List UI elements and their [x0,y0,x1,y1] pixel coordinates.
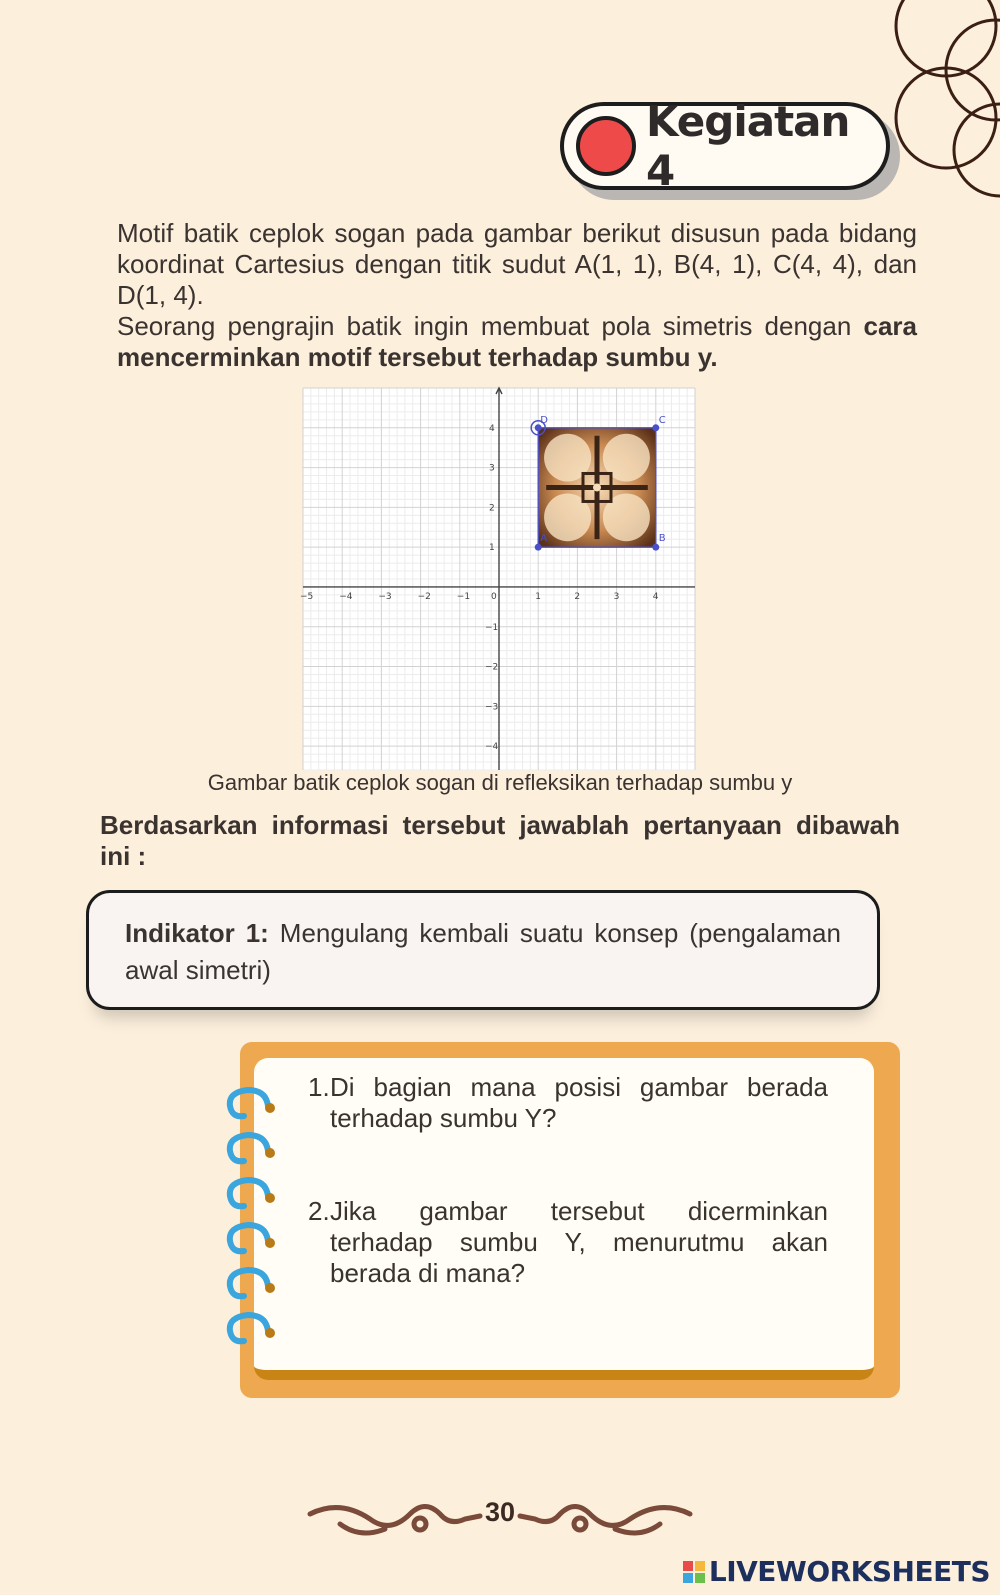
point-B [652,544,659,551]
question-2-text: Jika gambar tersebut dicerminkan terhadap sumbu Y, menurutmu akan berada di mana? [330,1196,828,1288]
x-tick-label: 4 [652,591,659,602]
spiral-hole [265,1193,275,1203]
notebook-paper [254,1058,874,1380]
x-tick-label: 3 [613,591,620,602]
spiral-hole [265,1103,275,1113]
page-number: 30 [484,1497,516,1527]
intro-paragraph-1: Motif batik ceplok sogan pada gambar berikut disusun pada bidang koordinat Cartesius dengan titik sudut A(1, 1), B(4, 1), C(4, 4), dan D(1, 4). [117,218,917,310]
x-tick-label: 1 [535,591,541,602]
indicator-description: Mengulang kembali suatu konsep (pengalaman awal simetri) [125,918,841,985]
spiral-hole [265,1328,275,1338]
y-tick-label: −1 [485,622,499,633]
y-tick-label: 4 [489,423,495,434]
point-label-A: A [540,533,548,545]
indicator-label: Indikator 1: [125,918,269,948]
liveworksheets-logo[interactable] [683,1555,990,1588]
activity-badge [560,97,890,195]
spiral-hole [265,1283,275,1293]
activity-title: Kegiatan 4 [646,97,850,195]
x-tick-label: −1 [456,591,471,602]
batik-center-dot [593,483,601,491]
indicator-text [125,915,841,989]
coordinate-plane [300,388,695,770]
figure-caption: Gambar batik ceplok sogan di refleksikan terhadap sumbu y [207,770,793,795]
point-A [535,544,542,551]
spiral-hole [265,1148,275,1158]
y-tick-label: 3 [489,463,495,474]
y-tick-label: 1 [489,543,495,554]
y-tick-label: −4 [485,742,499,753]
x-tick-label: 0 [491,591,497,602]
y-tick-label: −3 [485,702,499,713]
intro-text [117,218,917,373]
spiral-hole [265,1238,275,1248]
x-tick-label: −5 [300,591,314,602]
notebook-card [240,1042,900,1398]
brand-icon [683,1561,705,1583]
spiral-ring [230,1180,268,1206]
instruction-text: Berdasarkan informasi tersebut jawablah pertanyaan dibawah ini : [100,810,900,871]
y-tick-label: 2 [489,503,495,514]
x-tick-label: 2 [574,591,581,602]
question-2-number: 2. [308,1196,330,1226]
indicator-box [86,890,880,1010]
y-tick-label: −2 [485,662,499,673]
spiral-ring [230,1225,268,1251]
intro-paragraph-2-bold: cara mencerminkan motif tersebut terhadap sumbu y. [117,311,917,372]
point-label-C: C [658,414,666,426]
spiral-ring [230,1090,268,1116]
question-1-text: Di bagian mana posisi gambar berada terhadap sumbu Y? [330,1072,828,1133]
intro-paragraph-2-plain: Seorang pengrajin batik ingin membuat pola simetris dengan [117,311,864,341]
spiral-ring [230,1270,268,1296]
point-label-B: B [658,533,666,545]
red-dot-icon [576,116,636,176]
x-tick-label: −2 [417,591,431,602]
intro-paragraph-2 [117,311,917,373]
x-tick-label: −3 [378,591,392,602]
question-1-number: 1. [308,1072,330,1102]
brand-text: LIVEWORKSHEETS [708,1555,990,1588]
x-tick-label: −4 [339,591,353,602]
point-label-D: D [540,414,548,426]
spiral-binding [220,1084,280,1334]
spiral-ring [230,1135,268,1161]
question-2 [308,1196,828,1289]
question-1 [308,1072,828,1134]
